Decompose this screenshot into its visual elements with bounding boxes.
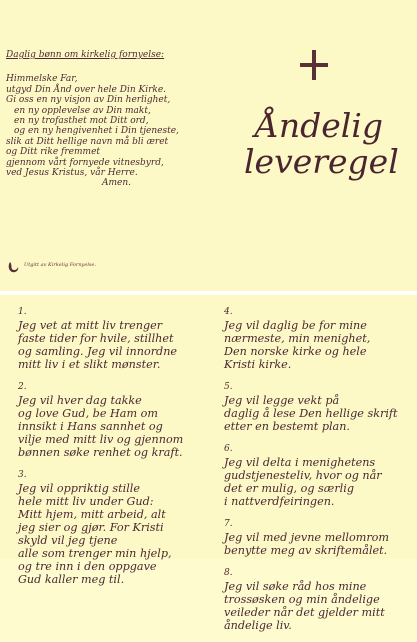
rule-line: faste tider for hvile, stillhet <box>18 332 174 345</box>
rule-line: Jeg vil delta i menighetens <box>224 456 376 469</box>
prayer-line: gjennom vårt fornyede vitnesbyrd, <box>6 157 164 168</box>
prayer-line: en ny trofasthet mot Ditt ord, <box>14 116 149 127</box>
rule-line: Jeg vil hver dag takke <box>18 394 142 407</box>
rule-item <box>224 381 414 433</box>
rule-line: nærmeste, min menighet, <box>224 332 371 345</box>
rule-line: Jeg vil daglig be for mine <box>224 319 367 332</box>
prayer-line: utgyd Din Ånd over hele Din Kirke. <box>6 84 167 95</box>
prayer-line: en ny opplevelse av Din makt, <box>14 105 151 116</box>
rule-line: Jeg vil legge vekt på <box>224 394 340 407</box>
rule-number: 6. <box>224 444 233 454</box>
rule-line: Jeg vil søke råd hos mine <box>224 580 367 593</box>
prayer-line: Gi oss en ny visjon av Din herlighet, <box>6 95 171 106</box>
rule-line: skyld vil jeg tjene <box>18 534 118 547</box>
rule-item <box>224 518 414 557</box>
rule-line: jeg sier og gjør. For Kristi <box>18 521 164 534</box>
prayer-heading: Daglig bønn om kirkelig fornyelse: <box>6 50 165 60</box>
rule-line: veileder når det gjelder mitt <box>224 606 385 619</box>
prayer-line: Himmelske Far, <box>6 74 78 85</box>
rule-item <box>224 443 414 508</box>
rule-line: gudstjenesteliv, hvor og når <box>224 469 382 482</box>
rule-line: og tre inn i den oppgave <box>18 560 157 573</box>
rule-line: åndelige liv. <box>224 619 292 632</box>
rule-line: alle som trenger min hjelp, <box>18 547 172 560</box>
title-line-2: leveregel <box>244 142 399 181</box>
rule-number: 8. <box>224 568 233 578</box>
rule-line: trossøsken og min åndelige <box>224 593 380 606</box>
rules-column-right <box>224 306 414 642</box>
rule-line: vilje med mitt liv og gjennom <box>18 433 184 446</box>
rule-line: det er mulig, og særlig <box>224 482 354 495</box>
daily-prayer <box>6 50 206 189</box>
rule-item <box>18 469 198 586</box>
cover-panel <box>0 0 417 292</box>
rule-line: Gud kaller meg til. <box>18 573 125 586</box>
rule-line: i nattverdfeiringen. <box>224 495 335 508</box>
prayer-amen: Amen. <box>102 178 132 189</box>
rule-line: Jeg vil oppriktig stille <box>18 482 141 495</box>
rule-number: 3. <box>18 470 27 480</box>
rule-number: 2. <box>18 382 27 392</box>
rule-number: 7. <box>224 519 233 529</box>
prayer-line: slik at Ditt hellige navn må bli æret <box>6 136 169 147</box>
rule-line: innsikt i Hans sannhet og <box>18 420 163 433</box>
publisher-logo-icon <box>7 260 21 274</box>
prayer-line: ved Jesus Kristus, vår Herre. <box>6 168 138 179</box>
cross-icon <box>300 50 328 80</box>
rule-number: 5. <box>224 382 233 392</box>
title-line-1: Åndelig <box>255 106 383 145</box>
rule-line: hele mitt liv under Gud: <box>18 495 154 508</box>
rule-line: og samling. Jeg vil innordne <box>18 345 178 358</box>
rule-line: bønnen søke renhet og kraft. <box>18 446 183 459</box>
rule-item <box>224 567 414 632</box>
rule-line: mitt liv i et slikt mønster. <box>18 358 161 371</box>
prayer-line: og en ny hengivenhet i Din tjeneste, <box>14 126 179 137</box>
rule-item <box>18 381 198 459</box>
rule-line: og love Gud, be Ham om <box>18 407 158 420</box>
rule-line: Mitt hjem, mitt arbeid, alt <box>18 508 166 521</box>
rule-number: 4. <box>224 307 233 317</box>
rule-line: Kristi kirke. <box>224 358 292 371</box>
page-title <box>244 106 399 181</box>
publisher-note: Utgitt av Kirkelig Fornyelse. <box>24 262 97 268</box>
rule-line: etter en bestemt plan. <box>224 420 350 433</box>
rule-line: daglig å lese Den hellige skrift <box>224 407 398 420</box>
rule-number: 1. <box>18 307 27 317</box>
rule-item <box>18 306 198 371</box>
rules-column-left <box>18 306 198 596</box>
rule-line: benytte meg av skriftemålet. <box>224 544 388 557</box>
rule-line: Den norske kirke og hele <box>224 345 367 358</box>
rule-line: Jeg vet at mitt liv trenger <box>18 319 163 332</box>
prayer-line: og Ditt rike fremmet <box>6 147 101 158</box>
rule-item <box>224 306 414 371</box>
rule-line: Jeg vil med jevne mellomrom <box>224 531 390 544</box>
